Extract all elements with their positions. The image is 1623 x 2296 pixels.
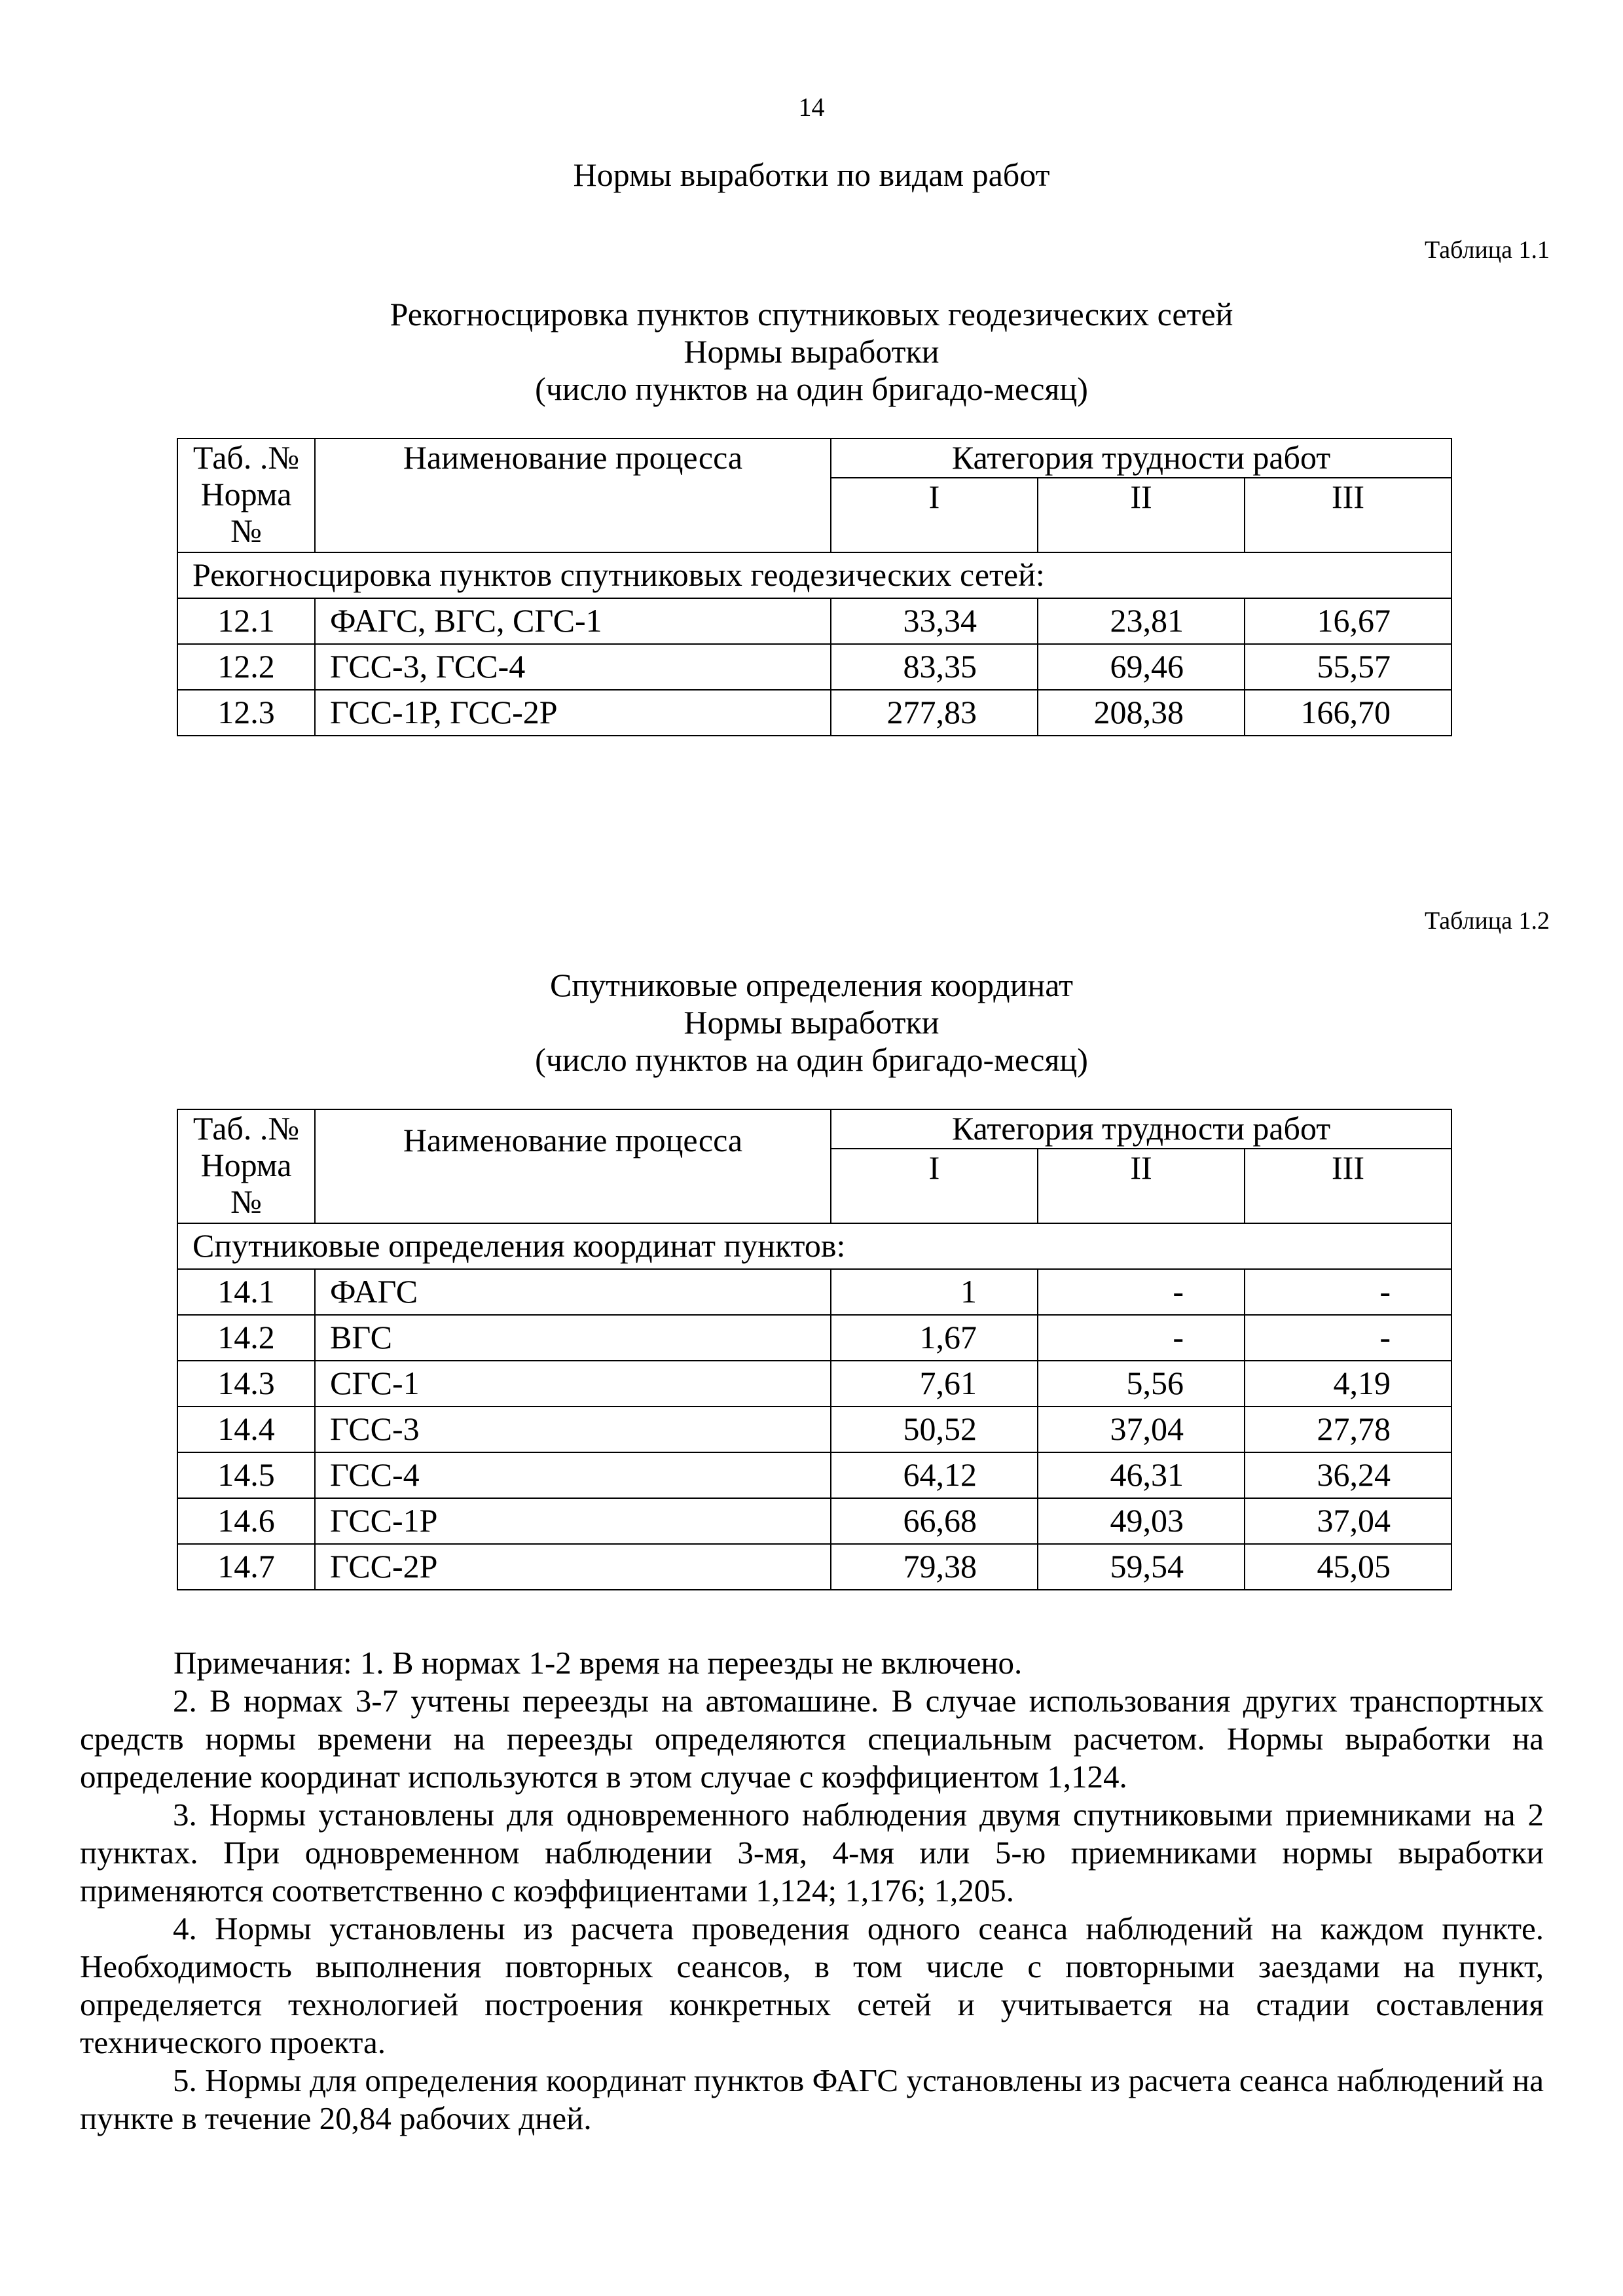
row-name: ГСС-2Р [315,1544,831,1590]
header-category-1: I [831,478,1038,552]
row-value-2: - [1038,1269,1245,1315]
header-process-name: Наименование процесса [315,439,831,552]
page-number: 14 [798,92,825,122]
row-number: 12.3 [177,690,315,736]
table2-caption-line: Нормы выработки [684,1004,939,1041]
table-row [177,1452,1451,1498]
notes-section [80,1644,1544,2138]
row-value-1: 7,61 [831,1361,1038,1407]
row-number: 14.1 [177,1269,315,1315]
row-name: ГСС-1Р, ГСС-2Р [315,690,831,736]
row-value-3: - [1245,1269,1451,1315]
note-1: Примечания: 1. В нормах 1-2 время на переезды не включено. [173,1645,1023,1681]
row-value-3: - [1245,1315,1451,1361]
row-value-3: 55,57 [1245,644,1451,690]
table-row [177,1315,1451,1361]
note-4: 4. Нормы установлены из расчета проведения одного сеанса наблюдений на каждом пункте. Необходимость выполнения повторных сеансов, в том числе с повторными заездами на пункт, определяется технологией построения конкретных сетей и учитывается на стадии составления технического проекта. [80,1910,1544,2060]
row-number: 14.6 [177,1498,315,1544]
row-value-1: 33,34 [831,598,1038,644]
table1-label: Таблица 1.1 [1424,236,1550,264]
row-value-3: 4,19 [1245,1361,1451,1407]
table-row [177,1361,1451,1407]
table-row [177,1269,1451,1315]
table-row [177,1407,1451,1452]
note-5: 5. Нормы для определения координат пунктов ФАГС установлены из расчета сеанса наблюдений на пункте в течение 20,84 рабочих дней. [80,2062,1544,2136]
row-value-3: 166,70 [1245,690,1451,736]
header-table-number [177,439,315,552]
table2-caption [0,967,1623,1079]
row-name: ВГС [315,1315,831,1361]
header-table-number [177,1109,315,1223]
row-name: СГС-1 [315,1361,831,1407]
row-number: 14.7 [177,1544,315,1590]
row-number: 12.2 [177,644,315,690]
note-2: 2. В нормах 3-7 учтены переезды на автомашине. В случае использования других транспортных средств нормы времени на переезды определяются специальным расчетом. Нормы выработки на определение координат используются в этом случае с коэффициентом 1,124. [80,1683,1544,1795]
table1-caption [0,296,1623,408]
header-category-3: III [1245,478,1451,552]
row-name: ФАГС [315,1269,831,1315]
header-category: Категория трудности работ [831,439,1451,478]
row-value-2: 69,46 [1038,644,1245,690]
row-value-2: 59,54 [1038,1544,1245,1590]
table-row [177,598,1451,644]
row-value-2: 23,81 [1038,598,1245,644]
header-category-3: III [1245,1149,1451,1223]
row-name: ГСС-3, ГСС-4 [315,644,831,690]
row-value-1: 64,12 [831,1452,1038,1498]
header-category-2: II [1038,1149,1245,1223]
table-row [177,690,1451,736]
row-value-2: 5,56 [1038,1361,1245,1407]
table2-caption-line: Спутниковые определения координат [550,967,1073,1003]
row-value-2: 37,04 [1038,1407,1245,1452]
row-value-2: - [1038,1315,1245,1361]
row-value-1: 66,68 [831,1498,1038,1544]
header-line: № [230,512,262,549]
row-number: 14.4 [177,1407,315,1452]
row-value-1: 277,83 [831,690,1038,736]
table1-caption-line: Рекогносцировка пунктов спутниковых геодезических сетей [390,296,1233,332]
table2-label: Таблица 1.2 [1424,907,1550,935]
table-row [177,644,1451,690]
table1-caption-line: (число пунктов на один бригадо-месяц) [535,370,1088,407]
header-process-name: Наименование процесса [315,1109,831,1223]
header-category-1: I [831,1149,1038,1223]
header-line: Норма [200,1147,292,1183]
row-value-2: 49,03 [1038,1498,1245,1544]
row-value-3: 37,04 [1245,1498,1451,1544]
header-line: Таб. .№ [192,439,300,476]
table1-caption-line: Нормы выработки [684,333,939,370]
row-name: ГСС-3 [315,1407,831,1452]
row-number: 14.3 [177,1361,315,1407]
section-row: Спутниковые определения координат пунктов: [177,1223,1451,1269]
row-value-3: 45,05 [1245,1544,1451,1590]
norms-table-1 [177,438,1452,736]
row-value-1: 83,35 [831,644,1038,690]
page-title: Нормы выработки по видам работ [573,156,1050,193]
header-line: № [230,1183,262,1220]
row-value-1: 79,38 [831,1544,1038,1590]
row-number: 14.5 [177,1452,315,1498]
row-name: ГСС-4 [315,1452,831,1498]
row-value-2: 46,31 [1038,1452,1245,1498]
table-row [177,1544,1451,1590]
header-category-2: II [1038,478,1245,552]
table2-caption-line: (число пунктов на один бригадо-месяц) [535,1041,1088,1078]
note-3: 3. Нормы установлены для одновременного наблюдения двумя спутниковыми приемниками на 2 пунктах. При одновременном наблюдении 3-мя, 4-мя или 5-ю приемниками нормы выработки применяются соответственно с коэффициентами 1,124; 1,176; 1,205. [80,1797,1544,1909]
section-row: Рекогносцировка пунктов спутниковых геодезических сетей: [177,552,1451,598]
header-line: Таб. .№ [192,1110,300,1147]
row-value-2: 208,38 [1038,690,1245,736]
row-number: 12.1 [177,598,315,644]
row-number: 14.2 [177,1315,315,1361]
row-value-3: 27,78 [1245,1407,1451,1452]
row-name: ФАГС, ВГС, СГС-1 [315,598,831,644]
row-value-3: 16,67 [1245,598,1451,644]
row-value-1: 1,67 [831,1315,1038,1361]
table-row [177,1498,1451,1544]
header-line: Норма [200,476,292,512]
header-category: Категория трудности работ [831,1109,1451,1149]
norms-table-2 [177,1109,1452,1590]
row-value-3: 36,24 [1245,1452,1451,1498]
row-value-1: 50,52 [831,1407,1038,1452]
row-name: ГСС-1Р [315,1498,831,1544]
row-value-1: 1 [831,1269,1038,1315]
